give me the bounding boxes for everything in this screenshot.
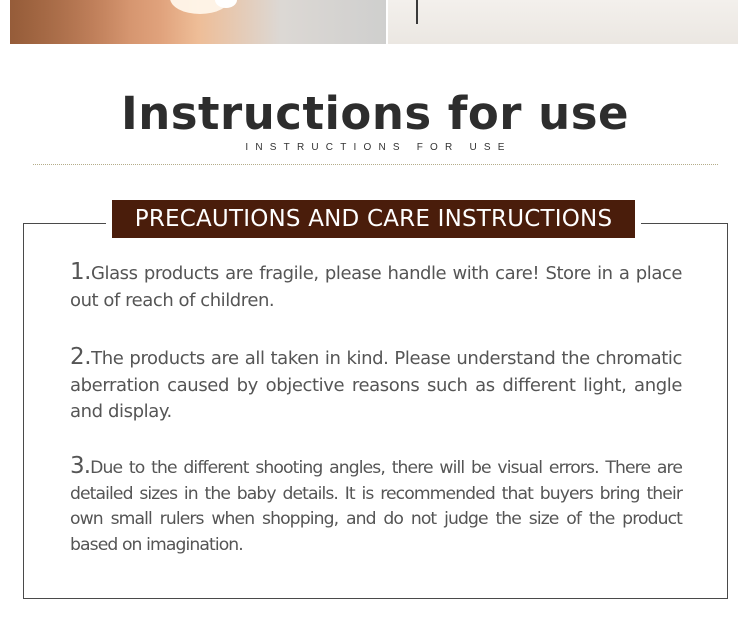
dotted-divider	[33, 164, 718, 165]
item-number: 1.	[70, 259, 92, 285]
item-text: Glass products are fragile, please handle with care! Store in a place out of reach of children.	[70, 263, 682, 311]
item-number: 3.	[70, 453, 91, 479]
product-photo-right	[388, 0, 738, 44]
photo-shadow	[10, 0, 130, 44]
photo-stem	[416, 0, 418, 24]
section-banner: PRECAUTIONS AND CARE INSTRUCTIONS	[106, 200, 641, 238]
page-subtitle: INSTRUCTIONS FOR USE	[245, 142, 512, 153]
page-title: Instructions for use	[120, 87, 629, 140]
item-number: 2.	[70, 344, 92, 370]
precaution-item-3	[70, 454, 682, 558]
precaution-item-2	[70, 344, 682, 426]
item-text: Due to the different shooting angles, there will be visual errors. There are detailed sizes in the baby details. It is recommended that buyers bring their own small rulers when shopping, and do not judge the size of the product based on imagination.	[70, 458, 682, 555]
precaution-item-1	[70, 259, 682, 314]
product-photo-left	[10, 0, 386, 44]
item-text: The products are all taken in kind. Please understand the chromatic aberration caused by objective reasons such as different light, angle and display.	[70, 348, 682, 422]
product-photo-strip	[0, 0, 750, 45]
